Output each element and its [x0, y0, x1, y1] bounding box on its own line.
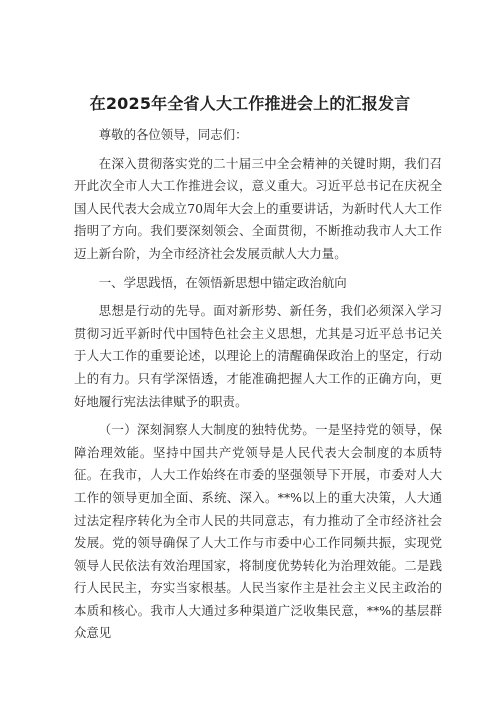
paragraph-intro: 在深入贯彻落实党的二十届三中全会精神的关键时期，我们召开此次全市人大工作推进会议，意义重大。习近平总书记在庆祝全国人民代表大会成立70周年大会上的重要讲话，为新时代人大工作指明了方向。我们要深刻领会、全面贯彻，不断推动我市人大工作迈上新台阶，为全市经济社会发展贡献人大力量。 — [74, 155, 442, 261]
document-title: 在2025年全省人大工作推进会上的汇报发言 — [89, 94, 411, 113]
paragraph-section-1: 思想是行动的先导。面对新形势、新任务，我们必须深入学习贯彻习近平新时代中国特色社会主义思想，尤其是习近平总书记关于人大工作的重要论述，以理论上的清醒确保政治上的坚定，行动上的有力。只有学深悟透，才能准确把握人大工作的正确方向，更好地履行宪法法律赋予的职责。 — [74, 303, 442, 409]
paragraph-subsection-1: （一）深刻洞察人大制度的独特优势。一是坚持党的领导，保障治理效能。坚持中国共产党领导是人民代表大会制度的本质特征。在我市，人大工作始终在市委的坚强领导下开展，市委对人大工作的领导更加全面、系统、深入。**%以上的重大决策，人大通过法定程序转化为全市人民的共同意志，有力推动了全市经济社会发展。党的领导确保了人大工作与市委中心工作同频共振，实现党领导人民依法有效治理国家，将制度优势转化为治理效能。二是践行人民民主，夯实当家根基。人民当家作主是社会主义民主政治的本质和核心。我市人大通过多种渠道广泛收集民意，**%的基层群众意见 — [74, 422, 442, 641]
section-heading-1: 一、学思践悟，在领悟新思想中锚定政治航向 — [98, 274, 347, 290]
document-body — [74, 124, 442, 645]
salutation: 尊敬的各位领导，同志们： — [98, 127, 248, 142]
